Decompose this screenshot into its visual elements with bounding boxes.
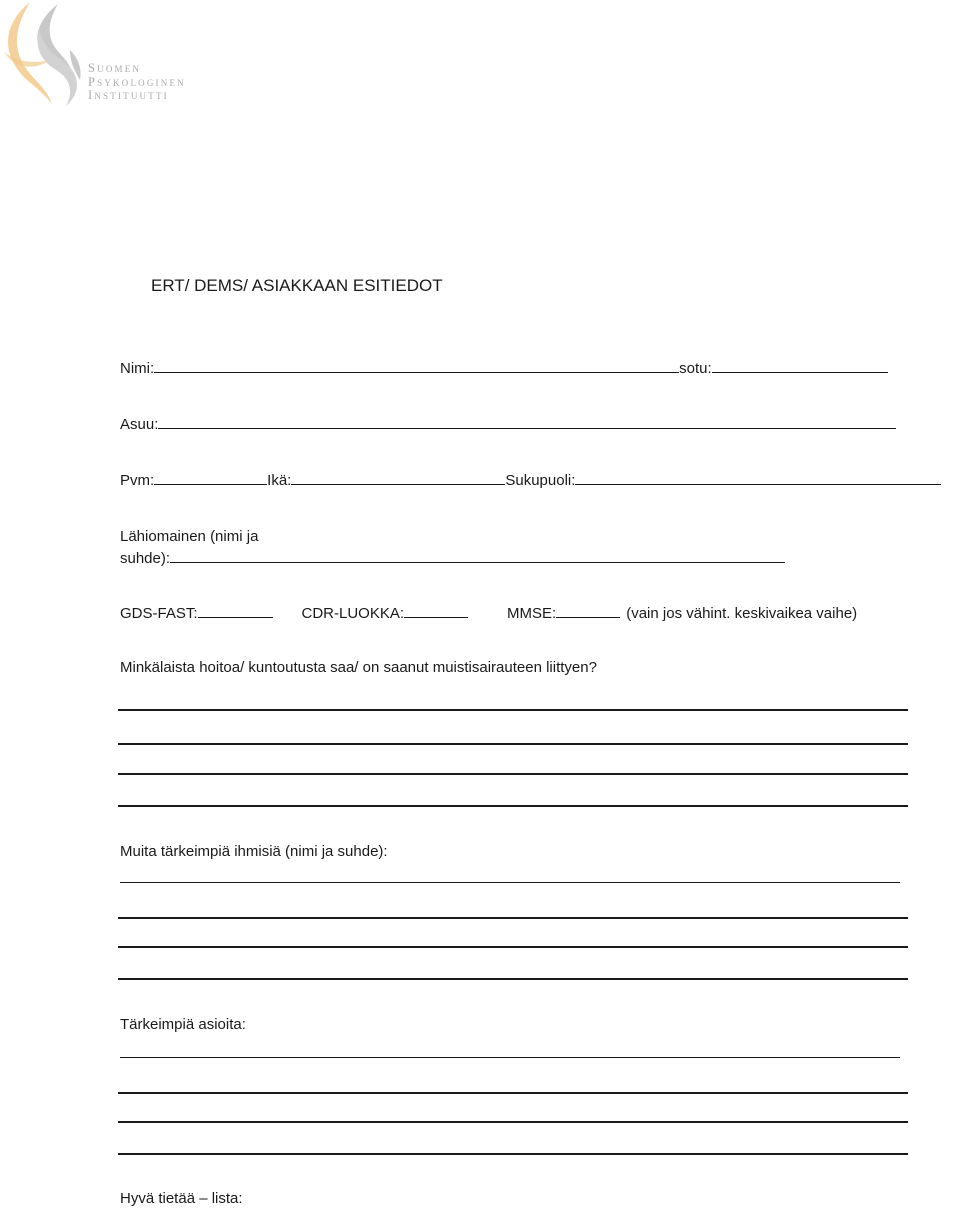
logo-line-1: Suomen [88,61,142,75]
important-things-line-3[interactable] [118,1121,908,1123]
people-answer-line-3[interactable] [118,946,908,948]
sotu-field[interactable] [712,358,888,373]
treatment-answer-line-2[interactable] [118,743,908,745]
relative-block [120,526,785,570]
people-question: Muita tärkeimpiä ihmisiä (nimi ja suhde): [120,843,388,860]
important-things-question: Tärkeimpiä asioita: [120,1016,246,1033]
age-field[interactable] [291,470,505,485]
institute-logo [0,0,210,110]
treatment-answer-line-3[interactable] [118,773,908,775]
treatment-answer-line-1[interactable] [118,709,908,711]
logo-line-2: Psykologinen [88,74,186,89]
mmse-label: MMSE: [507,605,557,622]
sotu-label: sotu: [679,360,712,377]
address-field[interactable] [158,414,896,429]
date-age-gender-row [120,470,941,489]
important-things-line-4[interactable] [118,1153,908,1155]
treatment-question: Minkälaista hoitoa/ kuntoutusta saa/ on saanut muistisairauteen liittyen? [120,659,597,676]
people-answer-line-4[interactable] [118,978,908,980]
form-title: ERT/ DEMS/ ASIAKKAAN ESITIEDOT [151,276,443,295]
logo-wordmark [88,62,186,103]
mmse-note: (vain jos vähint. keskivaikea vaihe) [626,605,858,622]
gender-label: Sukupuoli: [505,472,576,489]
treatment-answer-line-4[interactable] [118,805,908,807]
mmse-field[interactable] [556,603,620,618]
important-things-line-1[interactable] [120,1057,900,1058]
gds-label: GDS-FAST: [120,605,198,622]
logo-line-3: Instituutti [88,88,169,102]
relative-field[interactable] [170,548,785,563]
name-field[interactable] [154,358,679,373]
important-things-line-2[interactable] [118,1092,908,1094]
scores-row [120,603,857,622]
date-field[interactable] [154,470,267,485]
address-label: Asuu: [120,416,159,433]
address-row [120,414,896,433]
name-row [120,358,888,377]
cdr-field[interactable] [404,603,468,618]
relative-label-line-2: suhde): [120,550,171,567]
age-label: Ikä: [267,472,292,489]
gender-field[interactable] [575,470,941,485]
relative-label-line-1: Lähiomainen (nimi ja [120,528,259,545]
people-answer-line-1[interactable] [120,882,900,883]
date-label: Pvm: [120,472,155,489]
flame-logo-icon [0,0,90,110]
cdr-label: CDR-LUOKKA: [301,605,405,622]
gds-field[interactable] [198,603,273,618]
name-label: Nimi: [120,360,155,377]
people-answer-line-2[interactable] [118,917,908,919]
good-to-know-heading: Hyvä tietää – lista: [120,1190,243,1207]
